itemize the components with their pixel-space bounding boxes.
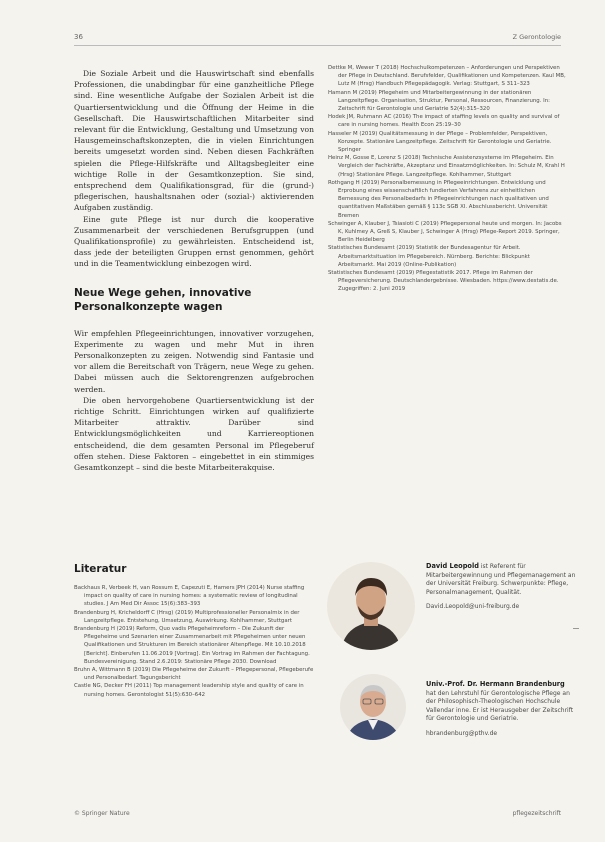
margin-mark bbox=[573, 628, 579, 629]
footer-journal: pflegezeitschrift bbox=[512, 810, 561, 817]
page-number: 36 bbox=[74, 33, 83, 41]
body-text-2 bbox=[74, 328, 314, 474]
author-description: ist Referent für Mitarbeitergewinnung und Pflegemanagement an der Universität Freiburg. Schwerpunkte: Pflege, Personalmanagement, Qualität. bbox=[426, 563, 576, 596]
paragraph: Die Soziale Arbeit und die Hauswirtschaft sind ebenfalls Professionen, die unabdingbar für eine ganzheitliche Pflege sind. Eine wesentliche Aufgabe der Sozialen Arbeit ist die Quartiersentwicklung und die Öffnung der Heime in die Gesellschaft. Die Hauswirtschaftlichen Mitarbeiter sind relevant für die Entwicklung, Gestaltung und Umsetzung von Hausgemeinschaftskonzepten, die in vielen Einrichtungen bereits umgesetzt worden sind. Neben diesen Fachkräften spielen die Pflege-Hilfskräfte und Alltagsbegleiter eine wichtige Rolle in der Gesamtkonzeption. Sie sind, entsprechend dem Qualifikationsgrad, für die (grund-) pflegerischen, haushaltsnahen oder (sozial-) aktivierenden Aufgaben zuständig. bbox=[74, 69, 314, 213]
reference-item: Heinz M, Gosse E, Lorenz S (2018) Technische Assistenzsysteme im Pflegeheim. Ein Vergleich der Fachkräfte, Akzeptanz und Einsatzmöglichkeiten. In: Schulz M, Krahl H (Hrsg) Stationäre Pflege. Langzeitpflege. Kohlhammer, Stuttgart bbox=[328, 155, 565, 178]
reference-item: Rothgang H (2019) Personalbemessung in Pflegeeinrichtungen. Entwicklung und Erprobung eines wissenschaftlich fundierten Verfahrens zur einheitlichen Bemessung des Personalbedarfs in Pflegeeinrichtungen nach qualitativen und quantitativen Maßstäben gemäß § 113c SGB XI. Abschlussbericht. Universität Bremen bbox=[328, 179, 549, 219]
paragraph: Eine gute Pflege ist nur durch die kooperative Zusammenarbeit der verschiedenen Berufsgruppen (und Qualifikationsprofile) zu gewährleisten. Entscheidend ist, dass jede der beteiligten Gruppen ernst genommen, gehört und in die Teamentwicklung einbezogen wird. bbox=[74, 214, 314, 269]
reference-item: Hodek JM, Ruhmann AC (2016) The impact of staffing levels on quality and survival of care in nursing homes. Health Econ 25:19–30 bbox=[328, 114, 560, 129]
literature-heading: Literatur bbox=[74, 563, 127, 575]
running-header: Z Gerontologie bbox=[512, 33, 561, 41]
reference-item: Brandenburg H, Kricheldorff C (Hrsg) (2019) Multiprofessioneller Personalmix in der Langzeitpflege. Entstehung, Umsetzung, Auswirkung. Kohlhammer, Stuttgart bbox=[74, 609, 300, 624]
section-heading: Neue Wege gehen, innovative Personalkonzepte wagen bbox=[74, 286, 252, 313]
author-photo-brandenburg bbox=[340, 674, 406, 740]
reference-item: Brandenburg H (2019) Reform, Quo vadis Pflegeheimreform – Die Zukunft der Pflegeheime und Szenarien einer Zusammenarbeit mit Pflegeheimen unter neuen Qualifikationen und Strukturen im Bereich stationärer Altenpflege. Mit 10.10.2018 [Bericht]. Einberufen 11.06.2019 [Vortrag]. Ein Vortrag im Rahmen der Fachtagung. Bundesvereinigung. Stand 2.6.2019: Stationäre Pflege 2030. Download bbox=[74, 626, 310, 665]
author-email[interactable]: hbrandenburg@pthv.de bbox=[426, 729, 498, 737]
reference-item: Hamann M (2019) Pflegeheim und Mitarbeitergewinnung in der stationären Langzeitpflege. Organisation, Struktur, Personal, Ressourcen, Finanzierung. In: Zeitschrift für Gerontologie und Geriatrie 52(4):315–320 bbox=[328, 89, 550, 113]
author-email[interactable]: David.Leopold@uni-freiburg.de bbox=[426, 603, 520, 611]
reference-item: Castle NG, Decker FH (2011) Top management leadership style and quality of care in nursing homes. Gerontologist 51(5):630–642 bbox=[74, 683, 304, 698]
footer-publisher: © Springer Nature bbox=[74, 810, 130, 817]
author-photo-leopold bbox=[327, 562, 415, 650]
author-bio-brandenburg bbox=[426, 680, 576, 739]
author-name: Univ.-Prof. Dr. Hermann Brandenburg bbox=[426, 680, 565, 688]
author-bio-leopold bbox=[426, 562, 576, 612]
author-name: David Leopold bbox=[426, 562, 479, 570]
right-column bbox=[328, 64, 568, 294]
author-description: hat den Lehrstuhl für Gerontologische Pflege an der Philosophisch-Theologischen Hochschule Vallendar inne. Er ist Herausgeber der Zeitschrift für Gerontologie und Geriatrie. bbox=[426, 689, 574, 723]
paragraph: Wir empfehlen Pflegeeinrichtungen, innovativer vorzugehen, Experimente zu wagen und mehr Mut in ihren Personalkonzepten zu zeigen. Notwendig sind Fantasie und vor allem die Bereitschaft von Trägern, neue Wege zu gehen. Dabei müssen auch die Sektorengrenzen aufgebrochen werden. bbox=[74, 328, 314, 394]
reference-item: Backhaus R, Verbeek H, van Rossum E, Capezuti E, Hamers JPH (2014) Nurse staffing impact on quality of care in nursing homes: a systematic review of longitudinal studies. J Am Med Dir Assoc 15(6):383–393 bbox=[74, 585, 305, 608]
left-column bbox=[74, 68, 314, 473]
reference-item: Bruhn A, Wittmann B (2019) Die Pflegeheime der Zukunft – Pflegepersonal, Pflegeberufe und Personalbedarf. Tagungsbericht bbox=[74, 667, 314, 682]
reference-item: Statistisches Bundesamt (2019) Pflegestatistik 2017. Pflege im Rahmen der Pflegeversicherung. Deutschlandergebnisse. Wiesbaden. https://www.destatis.de. Zugegriffen: 2. Juni 2019 bbox=[328, 270, 559, 293]
reference-list bbox=[74, 584, 314, 699]
reference-list-continued bbox=[328, 64, 568, 294]
body-text-1 bbox=[74, 68, 314, 270]
literature-section bbox=[74, 562, 314, 699]
reference-item: Dettke M, Wewer T (2018) Hochschulkompetenzen – Anforderungen und Perspektiven der Pflege in Deutschland. Berufsfelder, Qualifikationen und Kompetenzen. Kaul MB, Lutz M (Hrsg) Handbuch Pflegepädagogik. Verlag: Stuttgart, S 311–323 bbox=[328, 65, 566, 88]
reference-item: Hasseler M (2019) Qualitätsmessung in der Pflege – Problemfelder, Perspektiven, Konzepte. Stationäre Langzeitpflege. Zeitschrift für Gerontologie und Geriatrie. Springer bbox=[328, 130, 552, 154]
paragraph: Die oben hervorgehobene Quartiersentwicklung ist der richtige Schritt. Einrichtungen wirken auf qualifizierte Mitarbeiter attraktiv. Darüber sind Entwicklungsmöglichkeiten und Karriereoptionen entscheidend, die dem gesamten Personal im Pflegeberuf offen stehen. Diese Faktoren – eingebettet in ein stimmiges Gesamtkonzept – sind die beste Mitarbeiterakquise. bbox=[74, 395, 314, 473]
reference-item: Statistisches Bundesamt (2019) Statistik der Bundesagentur für Arbeit. Arbeitsmarktsituation im Pflegebereich. Nürnberg. Berichte: Blickpunkt Arbeitsmarkt. Mai 2019 (Online-Publikation) bbox=[328, 245, 530, 268]
reference-item: Schwinger A, Klauber J, Tsiasioti C (2019) Pflegepersonal heute und morgen. In: Jacobs K, Kuhlmey A, Greß S, Klauber J, Schwinger A (Hrsg) Pflege-Report 2019. Springer, Berlin Heidelberg bbox=[328, 220, 562, 244]
header-divider bbox=[74, 45, 561, 46]
